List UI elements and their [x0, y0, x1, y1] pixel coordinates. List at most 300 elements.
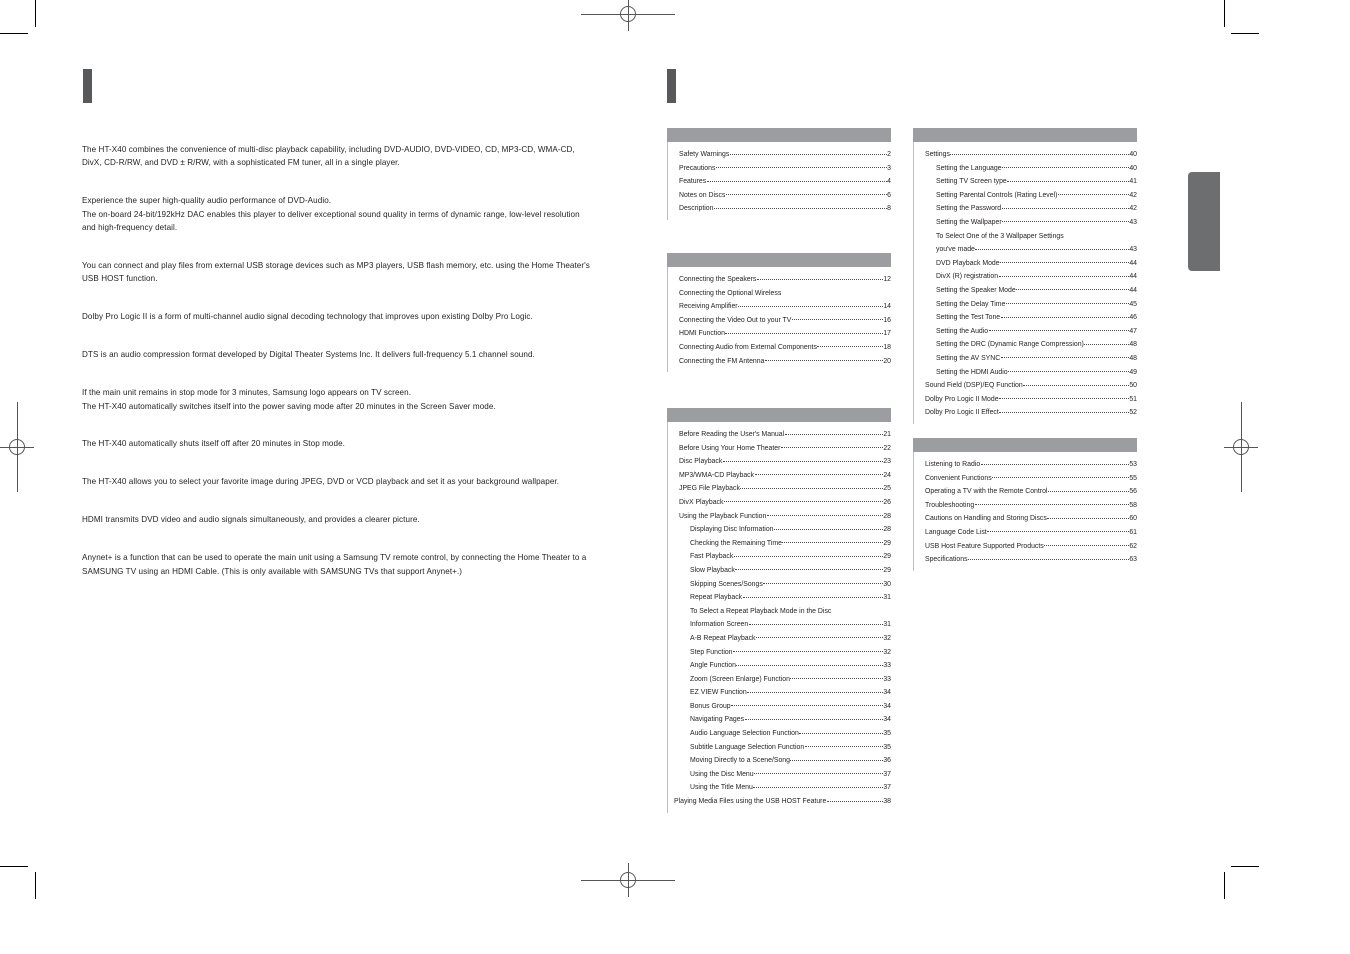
registration-mark-top-center: [611, 0, 645, 31]
toc-entry-page-number: 34: [883, 689, 891, 697]
toc-entry-page-number: 4: [887, 178, 891, 186]
toc-entry[interactable]: [668, 428, 891, 442]
toc-leader-dots: [792, 319, 883, 320]
toc-leader-dots: [1023, 385, 1129, 386]
toc-entry-page-number: 29: [883, 553, 891, 561]
toc-entry-page-number: 37: [883, 784, 891, 792]
toc-leader-dots: [763, 583, 883, 584]
toc-entry[interactable]: [668, 300, 891, 314]
toc-entry-label: Connecting the FM Antenna: [679, 357, 765, 365]
toc-entry-page-number: 58: [1129, 501, 1137, 509]
toc-section-header-bar: [913, 438, 1137, 452]
toc-entry-label: Before Using Your Home Theater: [679, 444, 781, 452]
toc-leader-dots: [726, 194, 887, 195]
toc-entry-page-number: 52: [1129, 409, 1137, 417]
registration-mark-right-center: [1224, 430, 1258, 464]
toc-leader-dots: [757, 279, 883, 280]
toc-leader-dots: [1047, 518, 1129, 519]
toc-entry[interactable]: [668, 442, 891, 456]
toc-entry-label: Setting TV Screen type: [936, 178, 1007, 186]
toc-entry[interactable]: [914, 284, 1137, 298]
toc-leader-dots: [1002, 208, 1129, 209]
toc-entry-label: Dolby Pro Logic II Effect: [925, 409, 999, 417]
toc-entry-label: Repeat Playback: [690, 594, 743, 602]
toc-entry-list: [667, 267, 891, 372]
features-text-column: [82, 143, 592, 578]
toc-entry[interactable]: [914, 298, 1137, 312]
toc-entry[interactable]: [914, 162, 1137, 176]
toc-entry-page-number: 62: [1129, 542, 1137, 550]
registration-ring: [620, 872, 636, 888]
toc-leader-dots: [1016, 289, 1129, 290]
toc-entry-label: Setting the Password: [936, 205, 1002, 213]
toc-leader-dots: [725, 333, 882, 334]
toc-entry-label: Moving Directly to a Scene/Song: [690, 757, 790, 765]
toc-entry[interactable]: [668, 591, 891, 605]
toc-entry[interactable]: [668, 605, 891, 619]
crop-mark-top-left-vertical: [35, 0, 36, 27]
toc-entry-label: Displaying Disc Information: [690, 526, 774, 534]
toc-entry-page-number: 31: [883, 594, 891, 602]
toc-entry-label: DVD Playback Mode: [936, 259, 1000, 267]
toc-entry-label: Before Reading the User's Manual: [679, 431, 785, 438]
toc-leader-dots: [735, 569, 883, 570]
toc-entry[interactable]: [668, 162, 891, 176]
toc-entry-label: Using the Title Menu: [690, 784, 753, 792]
toc-leader-dots: [1007, 181, 1129, 182]
toc-entry-page-number: 35: [883, 743, 891, 751]
toc-entry[interactable]: [668, 768, 891, 782]
toc-entry-page-number: 29: [883, 566, 891, 574]
toc-entry-page-number: 51: [1129, 395, 1137, 403]
toc-entry-page-number: 48: [1129, 341, 1137, 349]
toc-leader-dots: [1008, 371, 1129, 372]
toc-entry[interactable]: [668, 686, 891, 700]
toc-entry[interactable]: [914, 472, 1137, 486]
toc-entry-page-number: 31: [883, 621, 891, 629]
toc-entry-label: Setting the AV SYNC: [936, 354, 1001, 362]
toc-entry-label: Setting Parental Controls (Rating Level): [936, 191, 1058, 199]
toc-leader-dots: [707, 181, 887, 182]
toc-entry[interactable]: [668, 578, 891, 592]
toc-entry-page-number: 50: [1129, 382, 1137, 390]
toc-leader-dots: [716, 167, 887, 168]
toc-entry-label: HDMI Function: [679, 330, 725, 338]
toc-entry[interactable]: [914, 379, 1137, 393]
toc-entry-page-number: 22: [883, 444, 891, 452]
toc-entry-label: Notes on Discs: [679, 191, 726, 199]
registration-ring: [1233, 439, 1249, 455]
toc-leader-dots: [1001, 357, 1129, 358]
toc-entry[interactable]: [668, 496, 891, 510]
toc-leader-dots: [1044, 545, 1129, 546]
toc-leader-dots: [749, 624, 883, 625]
toc-leader-dots: [1048, 491, 1129, 492]
toc-entry-label: Using the Disc Menu: [690, 770, 754, 778]
toc-entry-label: Setting the Wallpaper: [936, 218, 1002, 226]
toc-entry-label: JPEG File Playback: [679, 485, 740, 493]
feature-paragraph: Anynet+ is a function that can be used to operate the main unit using a Samsung TV remote control, by connecting the Home Theater to a SAMSUNG TV using an HDMI Cable. (This is only available with SAMSUNG TVs that support Anynet+.): [82, 553, 587, 576]
toc-entry-label: MP3/WMA-CD Playback: [679, 471, 755, 479]
toc-entry-label: Setting the Test Tone: [936, 314, 1001, 322]
toc-section-header-bar: [667, 408, 891, 422]
toc-entry[interactable]: [914, 257, 1137, 271]
toc-entry[interactable]: [914, 393, 1137, 407]
crop-mark-top-left-horizontal: [0, 33, 28, 34]
toc-entry-page-number: 25: [883, 485, 891, 493]
toc-leader-dots: [756, 637, 883, 638]
toc-entry-page-number: 26: [883, 498, 891, 506]
toc-entry[interactable]: [914, 338, 1137, 352]
toc-entry-label: Audio Language Selection Function: [690, 730, 799, 738]
feature-paragraph: You can connect and play files from external USB storage devices such as MP3 players, USB flash memory, etc. using the Home Theater's USB HOST function.: [82, 261, 590, 284]
section-marker-left-page: [83, 69, 92, 103]
toc-entry-label: Setting the Speaker Mode: [936, 286, 1016, 294]
toc-leader-dots: [968, 559, 1129, 560]
toc-entry-label: Connecting Audio from External Components: [679, 343, 817, 351]
toc-leader-dots: [805, 746, 883, 747]
toc-leader-dots: [1084, 344, 1129, 345]
toc-leader-dots: [714, 208, 887, 209]
toc-entry-page-number: 17: [883, 330, 891, 338]
toc-entry-page-number: 40: [1129, 151, 1137, 158]
toc-leader-dots: [754, 773, 883, 774]
toc-entry-page-number: 38: [883, 798, 891, 806]
toc-entry[interactable]: [914, 526, 1137, 540]
toc-entry-label: Setting the Audio: [936, 327, 989, 335]
toc-entry[interactable]: [668, 341, 891, 355]
toc-leader-dots: [1000, 262, 1129, 263]
toc-leader-dots: [790, 760, 882, 761]
toc-entry-page-number: 60: [1129, 515, 1137, 523]
toc-entry-page-number: 28: [883, 512, 891, 520]
toc-entry-label: Zoom (Screen Enlarge) Function: [690, 675, 790, 683]
toc-entry[interactable]: [914, 148, 1137, 162]
toc-entry-label: Setting the DRC (Dynamic Range Compression): [936, 341, 1084, 349]
toc-entry[interactable]: [668, 564, 891, 578]
toc-entry[interactable]: [668, 646, 891, 660]
toc-leader-dots: [733, 651, 883, 652]
toc-entry[interactable]: [914, 540, 1137, 554]
toc-entry-label: Setting the HDMI Audio: [936, 368, 1008, 376]
toc-entry-page-number: 61: [1129, 528, 1137, 536]
crop-mark-top-right-vertical: [1224, 0, 1225, 27]
toc-entry-label: Settings: [925, 151, 950, 158]
toc-entry[interactable]: [914, 311, 1137, 325]
toc-entry[interactable]: [914, 366, 1137, 380]
feature-paragraph: Experience the super high-quality audio performance of DVD-Audio. The on-board 24-bit/192kHz DAC enables this player to deliver exceptional sound quality in terms of dynamic range, low-level resolution and high-frequency detail.: [82, 196, 580, 233]
toc-leader-dots: [790, 678, 882, 679]
toc-entry-list: [913, 452, 1137, 571]
toc-column-right-box-2: [913, 438, 1137, 571]
toc-entry-label: Information Screen: [690, 621, 749, 629]
toc-entry[interactable]: [668, 148, 891, 162]
toc-entry[interactable]: [914, 485, 1137, 499]
toc-column-middle-box-2: [667, 253, 891, 372]
toc-leader-dots: [738, 306, 883, 307]
toc-entry-page-number: 44: [1129, 273, 1137, 281]
toc-entry[interactable]: [668, 455, 891, 469]
toc-leader-dots: [992, 477, 1129, 478]
toc-entry-label: Fast Playback: [690, 553, 734, 561]
toc-entry-label: Skipping Scenes/Songs: [690, 580, 763, 588]
toc-entry[interactable]: [668, 727, 891, 741]
toc-entry-page-number: 40: [1129, 164, 1137, 172]
page-thumb-tab: [1188, 172, 1220, 271]
toc-entry-label: Features: [679, 178, 707, 186]
toc-entry-label: Slow Playback: [690, 566, 735, 574]
toc-entry-page-number: 14: [883, 303, 891, 311]
toc-entry-label: you've made: [936, 246, 975, 254]
toc-entry[interactable]: [668, 550, 891, 564]
toc-entry-label: Operating a TV with the Remote Control: [925, 488, 1048, 496]
toc-leader-dots: [723, 461, 883, 462]
toc-entry-label: A-B Repeat Playback: [690, 634, 756, 642]
toc-entry-label: Listening to Radio: [925, 461, 981, 468]
toc-entry[interactable]: [914, 458, 1137, 472]
toc-entry[interactable]: [668, 327, 891, 341]
feature-paragraph: The HT-X40 allows you to select your favorite image during JPEG, DVD or VCD playback and set it as your background wallpaper.: [82, 477, 560, 487]
toc-entry-page-number: 49: [1129, 368, 1137, 376]
toc-entry[interactable]: [668, 537, 891, 551]
toc-entry[interactable]: [914, 325, 1137, 339]
toc-leader-dots: [724, 501, 883, 502]
toc-leader-dots: [817, 346, 882, 347]
toc-leader-dots: [731, 705, 883, 706]
toc-entry-label: Connecting the Speakers: [679, 276, 757, 283]
toc-leader-dots: [782, 542, 882, 543]
toc-leader-dots: [765, 360, 883, 361]
toc-leader-dots: [745, 719, 883, 720]
toc-entry[interactable]: [914, 202, 1137, 216]
toc-section-header-bar: [667, 128, 891, 142]
registration-ring: [620, 6, 636, 22]
toc-entry-label: DivX Playback: [679, 498, 724, 506]
toc-leader-dots: [747, 692, 883, 693]
toc-leader-dots: [987, 531, 1129, 532]
toc-entry[interactable]: [668, 618, 891, 632]
toc-column-right-box-1: [913, 128, 1137, 424]
toc-leader-dots: [999, 276, 1129, 277]
toc-entry[interactable]: [668, 314, 891, 328]
crop-mark-bottom-left-vertical: [35, 872, 36, 899]
toc-entry[interactable]: [914, 406, 1137, 420]
crop-mark-bottom-right-horizontal: [1231, 866, 1259, 867]
toc-entry[interactable]: [914, 499, 1137, 513]
toc-leader-dots: [743, 597, 883, 598]
toc-entry-page-number: 63: [1129, 556, 1137, 564]
toc-entry[interactable]: [914, 243, 1137, 257]
toc-entry-label: Convenient Functions: [925, 474, 992, 482]
toc-entry-label: Cautions on Handling and Storing Discs: [925, 515, 1047, 523]
toc-entry-page-number: 35: [883, 730, 891, 738]
toc-entry[interactable]: [668, 510, 891, 524]
toc-entry-page-number: 12: [883, 276, 891, 283]
toc-entry[interactable]: [668, 659, 891, 673]
toc-entry-page-number: 42: [1129, 205, 1137, 213]
toc-leader-dots: [832, 610, 891, 611]
toc-entry-page-number: 30: [883, 580, 891, 588]
toc-entry-list: [667, 142, 891, 220]
toc-leader-dots: [785, 434, 883, 435]
toc-leader-dots: [975, 504, 1129, 505]
toc-entry-page-number: 29: [883, 539, 891, 547]
toc-leader-dots: [1064, 235, 1136, 236]
toc-entry[interactable]: [914, 216, 1137, 230]
toc-entry-page-number: 44: [1129, 259, 1137, 267]
toc-leader-dots: [781, 447, 883, 448]
toc-entry-label: EZ VIEW Function: [690, 689, 747, 697]
toc-leader-dots: [999, 398, 1129, 399]
toc-entry-label: Navigating Pages: [690, 716, 745, 724]
toc-entry-label: Language Code List: [925, 528, 987, 536]
toc-leader-dots: [755, 474, 883, 475]
toc-leader-dots: [740, 488, 882, 489]
toc-entry-label: Disc Playback: [679, 458, 723, 466]
toc-leader-dots: [1006, 303, 1129, 304]
toc-entry-label: DivX (R) registration: [936, 273, 999, 281]
toc-entry-list: [667, 422, 891, 813]
toc-entry-label: Troubleshooting: [925, 501, 975, 509]
registration-mark-bottom-center: [611, 863, 645, 897]
toc-entry-label: Description: [679, 205, 714, 213]
toc-leader-dots: [1001, 317, 1129, 318]
toc-entry-page-number: 8: [887, 205, 891, 213]
toc-entry[interactable]: [668, 781, 891, 795]
toc-entry[interactable]: [668, 700, 891, 714]
toc-entry-page-number: 56: [1129, 488, 1137, 496]
toc-entry-page-number: 41: [1129, 178, 1137, 186]
toc-entry[interactable]: [668, 632, 891, 646]
toc-entry-page-number: 6: [887, 191, 891, 199]
feature-paragraph: Dolby Pro Logic II is a form of multi-channel audio signal decoding technology that improves upon existing Dolby Pro Logic.: [82, 312, 533, 322]
feature-paragraph: The HT-X40 automatically shuts itself off after 20 minutes in Stop mode.: [82, 439, 346, 449]
toc-entry[interactable]: [668, 202, 891, 216]
toc-section-header-bar: [667, 253, 891, 267]
toc-entry-label: Using the Playback Function: [679, 512, 767, 520]
toc-entry-page-number: 16: [883, 316, 891, 324]
toc-column-middle-box-3: [667, 408, 891, 813]
toc-entry-page-number: 33: [883, 675, 891, 683]
toc-entry-page-number: 36: [883, 757, 891, 765]
toc-entry-page-number: 28: [883, 526, 891, 534]
toc-entry-label: To Select a Repeat Playback Mode in the Disc: [690, 607, 832, 615]
toc-entry-label: Sound Field (DSP)/EQ Function: [925, 382, 1023, 390]
crop-mark-bottom-right-vertical: [1224, 872, 1225, 899]
toc-entry-label: Dolby Pro Logic II Mode: [925, 395, 999, 403]
toc-entry-list: [913, 142, 1137, 424]
toc-leader-dots: [989, 330, 1129, 331]
toc-entry-label: Playing Media Files using the USB HOST Feature: [674, 798, 827, 806]
toc-entry-page-number: 21: [883, 431, 891, 438]
toc-entry-page-number: 42: [1129, 191, 1137, 199]
toc-entry[interactable]: [668, 795, 891, 809]
toc-leader-dots: [753, 787, 883, 788]
toc-entry-label: Angle Function: [690, 662, 736, 670]
registration-ring: [9, 439, 25, 455]
toc-entry[interactable]: [668, 469, 891, 483]
section-marker-right-page: [667, 69, 676, 103]
toc-leader-dots: [975, 249, 1128, 250]
toc-entry-label: Setting the Language: [936, 164, 1002, 172]
toc-entry[interactable]: [668, 189, 891, 203]
toc-section-header-bar: [913, 128, 1137, 142]
feature-paragraph: If the main unit remains in stop mode for 3 minutes, Samsung logo appears on TV screen. The HT-X40 automatically switches itself into the power saving mode after 20 minutes in the Screen Saver mode.: [82, 388, 496, 411]
toc-entry-page-number: 33: [883, 662, 891, 670]
toc-entry[interactable]: [668, 713, 891, 727]
toc-leader-dots: [782, 292, 891, 293]
toc-leader-dots: [950, 154, 1128, 155]
toc-entry-page-number: 44: [1129, 286, 1137, 294]
toc-entry[interactable]: [668, 754, 891, 768]
toc-leader-dots: [999, 412, 1129, 413]
toc-entry[interactable]: [914, 175, 1137, 189]
toc-entry[interactable]: [668, 482, 891, 496]
toc-entry[interactable]: [668, 523, 891, 537]
toc-leader-dots: [1058, 194, 1129, 195]
toc-entry[interactable]: [668, 741, 891, 755]
toc-entry-page-number: 47: [1129, 327, 1137, 335]
crop-mark-top-right-horizontal: [1231, 33, 1259, 34]
toc-leader-dots: [1002, 221, 1129, 222]
toc-entry-page-number: 43: [1129, 218, 1137, 226]
toc-leader-dots: [1002, 167, 1129, 168]
toc-entry[interactable]: [668, 355, 891, 369]
toc-entry[interactable]: [668, 175, 891, 189]
toc-entry-page-number: 55: [1129, 474, 1137, 482]
toc-entry-label: Checking the Remaining Time: [690, 539, 782, 547]
toc-entry[interactable]: [914, 189, 1137, 203]
toc-entry-page-number: 32: [883, 648, 891, 656]
feature-paragraph: DTS is an audio compression format developed by Digital Theater Systems Inc. It delivers full-frequency 5.1 channel sound.: [82, 350, 535, 360]
toc-entry-page-number: 45: [1129, 300, 1137, 308]
toc-entry-label: Safety Warnings: [679, 151, 730, 158]
toc-entry-page-number: 43: [1129, 246, 1137, 254]
toc-entry-page-number: 24: [883, 471, 891, 479]
toc-entry[interactable]: [668, 273, 891, 287]
toc-leader-dots: [799, 733, 883, 734]
toc-entry-label: Setting the Delay Time: [936, 300, 1006, 308]
toc-column-middle-box-1: [667, 128, 891, 220]
toc-entry[interactable]: [914, 553, 1137, 567]
toc-entry-page-number: 20: [883, 357, 891, 365]
feature-paragraph: HDMI transmits DVD video and audio signals simultaneously, and provides a clearer picture.: [82, 515, 420, 525]
toc-entry-label: Subtitle Language Selection Function: [690, 743, 805, 751]
toc-entry-label: Connecting the Video Out to your TV: [679, 316, 792, 324]
toc-leader-dots: [734, 556, 883, 557]
toc-leader-dots: [767, 515, 883, 516]
toc-entry-page-number: 3: [887, 164, 891, 172]
toc-entry-page-number: 32: [883, 634, 891, 642]
toc-entry-label: Precautions: [679, 164, 716, 172]
toc-entry-page-number: 34: [883, 702, 891, 710]
toc-entry[interactable]: [914, 352, 1137, 366]
feature-paragraph: The HT-X40 combines the convenience of multi-disc playback capability, including DVD-AUDIO, DVD-VIDEO, CD, MP3-CD, WMA-CD, DivX, CD-R/RW, and DVD ± R/RW, with a sophisticated FM tuner, all in a single player.: [82, 145, 575, 168]
toc-entry[interactable]: [668, 287, 891, 301]
toc-entry-page-number: 53: [1129, 461, 1137, 468]
toc-entry[interactable]: [914, 270, 1137, 284]
crop-mark-bottom-left-horizontal: [0, 866, 28, 867]
toc-entry[interactable]: [914, 230, 1137, 244]
toc-entry-label: Connecting the Optional Wireless: [679, 289, 782, 297]
registration-mark-left-center: [0, 430, 34, 464]
toc-entry[interactable]: [668, 673, 891, 687]
toc-entry[interactable]: [914, 512, 1137, 526]
toc-entry-page-number: 34: [883, 716, 891, 724]
toc-leader-dots: [827, 801, 883, 802]
toc-entry-page-number: 37: [883, 770, 891, 778]
toc-entry-page-number: 46: [1129, 314, 1137, 322]
